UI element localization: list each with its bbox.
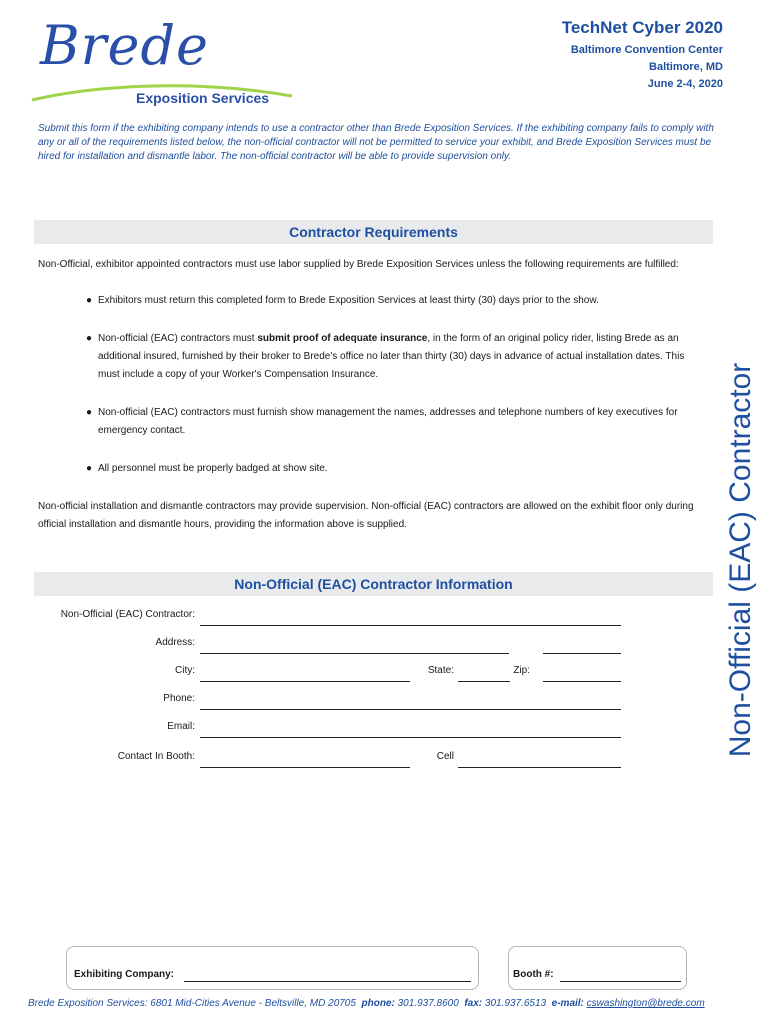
exhibiting-company-label: Exhibiting Company: xyxy=(74,969,174,980)
requirement-bullet-2: ● Non-official (EAC) contractors must submit proof of adequate insurance, in the form of an original policy rider, listing Brede as an additional insured, furnished by their broker to Brede's office no later than thirty (30) days in advance of actual installation dates. This must include a copy of your Worker's Compensation Insurance. xyxy=(86,330,706,384)
requirement-text: Non-official (EAC) contractors must furnish show management the names, addresses and telephone numbers of key executives for emergency contact. xyxy=(98,407,678,436)
phone-label: Phone: xyxy=(163,693,195,704)
contractor-field[interactable] xyxy=(200,625,621,626)
requirement-text: All personnel must be properly badged at show site. xyxy=(98,463,328,474)
booth-label: Booth #: xyxy=(513,969,554,980)
footer-phone-label: phone: xyxy=(361,998,395,1009)
footer-email-link[interactable]: cswashington@brede.com xyxy=(586,998,705,1009)
zip-field[interactable] xyxy=(543,681,621,682)
event-dates: June 2-4, 2020 xyxy=(647,78,723,90)
exhibiting-company-box xyxy=(66,946,479,990)
requirements-lead: Non-Official, exhibitor appointed contractors must use labor supplied by Brede Exposition Services unless the following requirements are fulfilled: xyxy=(38,259,679,270)
requirements-closing: Non-official installation and dismantle contractors may provide supervision. Non-official (EAC) contractors are allowed on the exhibit floor only during official installation and dismantle hours, providing the information above is supplied. xyxy=(38,501,694,530)
contact-label: Contact In Booth: xyxy=(117,751,195,762)
address-field[interactable] xyxy=(200,653,509,654)
state-label: State: xyxy=(427,665,454,676)
cell-label: Cell xyxy=(436,751,454,762)
cell-field[interactable] xyxy=(458,767,621,768)
state-field[interactable] xyxy=(458,681,510,682)
city-label: City: xyxy=(175,665,195,676)
phone-field[interactable] xyxy=(200,709,621,710)
footer-fax-label: fax: xyxy=(464,998,483,1009)
requirement-bullet-3: ● Non-official (EAC) contractors must furnish show management the names, addresses and telephone numbers of key executives for emergency contact. xyxy=(86,404,706,440)
intro-paragraph: Submit this form if the exhibiting company intends to use a contractor other than Brede Exposition Services. If the exhibiting company fails to comply with any or all of the requirements listed below, the non-official contractor will not be permitted to service your exhibit, and Brede Exposition Services must be hired for installation and dismantle labor. The non-official contractor will be able to provide supervision only. xyxy=(38,123,714,162)
insurance-emphasis: submit proof of adequate insurance xyxy=(257,333,428,344)
address-label: Address: xyxy=(155,637,195,648)
booth-box xyxy=(508,946,687,990)
footer-phone: 301.937.8600 xyxy=(397,998,459,1009)
event-venue: Baltimore Convention Center xyxy=(570,44,723,56)
address-field-2[interactable] xyxy=(543,653,621,654)
footer-contact xyxy=(28,998,705,1009)
email-label: Email: xyxy=(167,721,195,732)
city-field[interactable] xyxy=(200,681,410,682)
contractor-label: Non-Official (EAC) Contractor: xyxy=(60,609,195,620)
brede-logo-subtitle: Exposition Services xyxy=(136,90,270,106)
requirement-text: Exhibitors must return this completed form to Brede Exposition Services at least thirty (30) days prior to the show. xyxy=(98,295,599,306)
brede-logo-wordmark: Brede xyxy=(40,14,209,77)
requirement-bullet-1: ● Exhibitors must return this completed form to Brede Exposition Services at least thirty (30) days prior to the show. xyxy=(86,292,706,310)
info-heading: Non-Official (EAC) Contractor Information xyxy=(34,572,713,596)
event-city: Baltimore, MD xyxy=(649,61,723,73)
footer-fax: 301.937.6513 xyxy=(484,998,547,1009)
footer-email-label: e-mail: xyxy=(551,998,584,1009)
booth-field[interactable] xyxy=(560,981,681,982)
contact-field[interactable] xyxy=(200,767,410,768)
requirement-bullet-4: ● All personnel must be properly badged at show site. xyxy=(86,460,706,478)
requirements-heading: Contractor Requirements xyxy=(34,220,713,244)
requirement-text: Non-official (EAC) contractors must submit proof of adequate insurance, in the form of an original policy rider, listing Brede as an additional insured, furnished by their broker to Brede's office no later than thirty (30) days in advance of actual installation dates. This must include a copy of your Worker's Compensation Insurance. xyxy=(98,333,685,380)
exhibiting-company-field[interactable] xyxy=(184,981,471,982)
email-field[interactable] xyxy=(200,737,621,738)
side-title: Non-Official (EAC) Contractor xyxy=(724,362,757,758)
zip-label: Zip: xyxy=(513,665,530,676)
footer-address: Brede Exposition Services: 6801 Mid-Cities Avenue - Beltsville, MD 20705 xyxy=(28,998,356,1009)
event-title: TechNet Cyber 2020 xyxy=(561,18,723,37)
